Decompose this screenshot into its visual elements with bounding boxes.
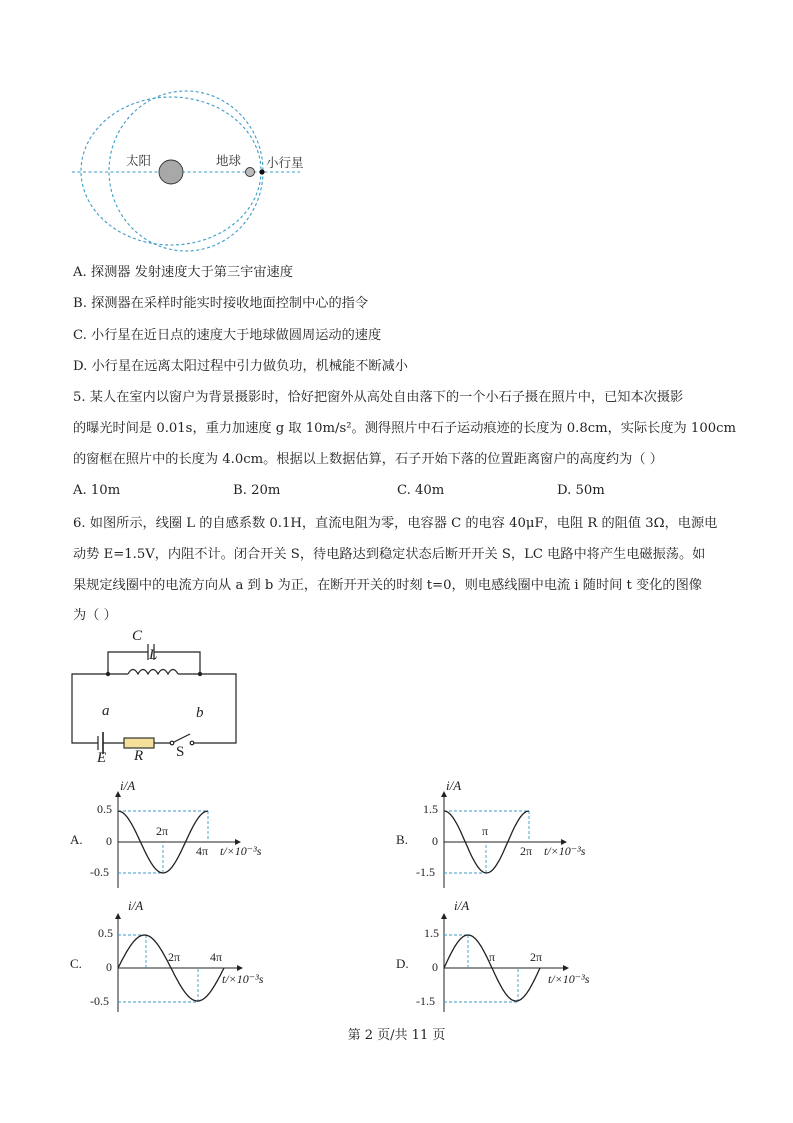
q5-line-1: 5. 某人在室内以窗户为背景摄影时，恰好把窗外从高处自由落下的一个小石子摄在照片中，已知本次摄影 <box>73 390 684 405</box>
graph-a-xend: 4π <box>196 844 209 858</box>
graph-a <box>70 780 290 890</box>
graph-c-xmid: 2π <box>168 950 181 964</box>
q5-option-c: C. 40m <box>397 483 445 498</box>
graph-c-option: C. <box>70 956 82 971</box>
graph-c-xlabel: t/×10⁻³s <box>222 972 264 986</box>
circuit-diagram <box>60 630 250 775</box>
label-r: R <box>134 748 144 764</box>
q4-option-a: A. 探测器 发射速度大于第三宇宙速度 <box>73 265 293 280</box>
graph-b-option: B. <box>396 832 408 847</box>
graph-c-ylabel: i/A <box>128 898 144 913</box>
earth <box>246 168 255 177</box>
q5-line-2: 的曝光时间是 0.01s，重力加速度 g 取 10m/s²。测得照片中石子运动痕迹的长度为 0.8cm，实际长度为 100cm <box>73 421 736 436</box>
graph-b <box>396 780 616 890</box>
node-b <box>198 672 202 676</box>
label-a: a <box>102 703 110 719</box>
graph-c <box>70 900 290 1015</box>
q6-line-4: 为（ ） <box>73 608 117 623</box>
label-b: b <box>196 705 204 721</box>
orbit-figure <box>60 85 320 255</box>
graph-a-yneg: -0.5 <box>90 865 109 879</box>
q5-option-d: D. 50m <box>557 483 605 498</box>
q4-option-c: C. 小行星在近日点的速度大于地球做圆周运动的速度 <box>73 328 382 343</box>
q4-option-d: D. 小行星在远离太阳过程中引力做负功，机械能不断减小 <box>73 359 408 374</box>
graph-a-ypos: 0.5 <box>97 802 112 816</box>
graph-b-ypos: 1.5 <box>423 802 438 816</box>
graph-c-yzero: 0 <box>106 960 112 974</box>
graph-d-ylabel: i/A <box>454 898 470 913</box>
q5-option-a: A. 10m <box>73 483 121 498</box>
graph-b-xmid: π <box>482 824 489 838</box>
graph-c-ypos: 0.5 <box>98 926 113 940</box>
asteroid-label: 小行星 <box>266 155 304 170</box>
graph-d-yzero: 0 <box>432 960 438 974</box>
graph-b-xlabel: t/×10⁻³s <box>544 844 586 858</box>
graph-d-ypos: 1.5 <box>424 926 439 940</box>
graph-d-xlabel: t/×10⁻³s <box>548 972 590 986</box>
label-c: C <box>132 628 143 644</box>
graph-d-xmid: π <box>489 950 496 964</box>
graph-d-xend: 2π <box>530 950 543 964</box>
q6-line-1: 6. 如图所示，线圈 L 的自感系数 0.1H，直流电阻为零，电容器 C 的电容 40μF，电阻 R 的阻值 3Ω，电源电 <box>73 516 718 531</box>
graph-a-xlabel: t/×10⁻³s <box>220 844 262 858</box>
graph-a-yzero: 0 <box>106 834 112 848</box>
graph-a-option: A. <box>70 832 83 847</box>
graph-b-yzero: 0 <box>432 834 438 848</box>
graph-a-xmid: 2π <box>156 824 169 838</box>
graph-d-yneg: -1.5 <box>416 994 435 1008</box>
label-l: L <box>149 647 158 663</box>
q5-line-3: 的窗框在照片中的长度为 4.0cm。根据以上数据估算，石子开始下落的位置距离窗户的高度约为（ ） <box>73 452 663 467</box>
sun <box>159 160 183 184</box>
graph-b-ylabel: i/A <box>446 778 462 793</box>
q6-line-3: 果规定线圈中的电流方向从 a 到 b 为正，在断开开关的时刻 t=0，则电感线圈中电流 i 随时间 t 变化的图像 <box>73 578 702 593</box>
earth-label: 地球 <box>216 153 242 168</box>
asteroid <box>259 169 264 174</box>
sun-label: 太阳 <box>126 153 152 168</box>
graph-d <box>396 900 616 1015</box>
asteroid-orbit <box>109 91 263 251</box>
q6-line-2: 动势 E=1.5V，内阻不计。闭合开关 S，待电路达到稳定状态后断开开关 S，LC 电路中将产生电磁振荡。如 <box>73 547 706 562</box>
q4-option-b: B. 探测器在采样时能实时接收地面控制中心的指令 <box>73 296 369 311</box>
graph-d-option: D. <box>396 956 409 971</box>
label-e: E <box>97 750 107 766</box>
page-footer: 第 2 页/共 11 页 <box>347 1028 446 1043</box>
graph-b-xend: 2π <box>520 844 533 858</box>
node-a <box>106 672 110 676</box>
graph-b-yneg: -1.5 <box>416 865 435 879</box>
graph-c-yneg: -0.5 <box>90 994 109 1008</box>
graph-a-ylabel: i/A <box>120 778 136 793</box>
label-s: S <box>176 744 185 760</box>
q5-option-b: B. 20m <box>233 483 281 498</box>
graph-c-xend: 4π <box>210 950 223 964</box>
